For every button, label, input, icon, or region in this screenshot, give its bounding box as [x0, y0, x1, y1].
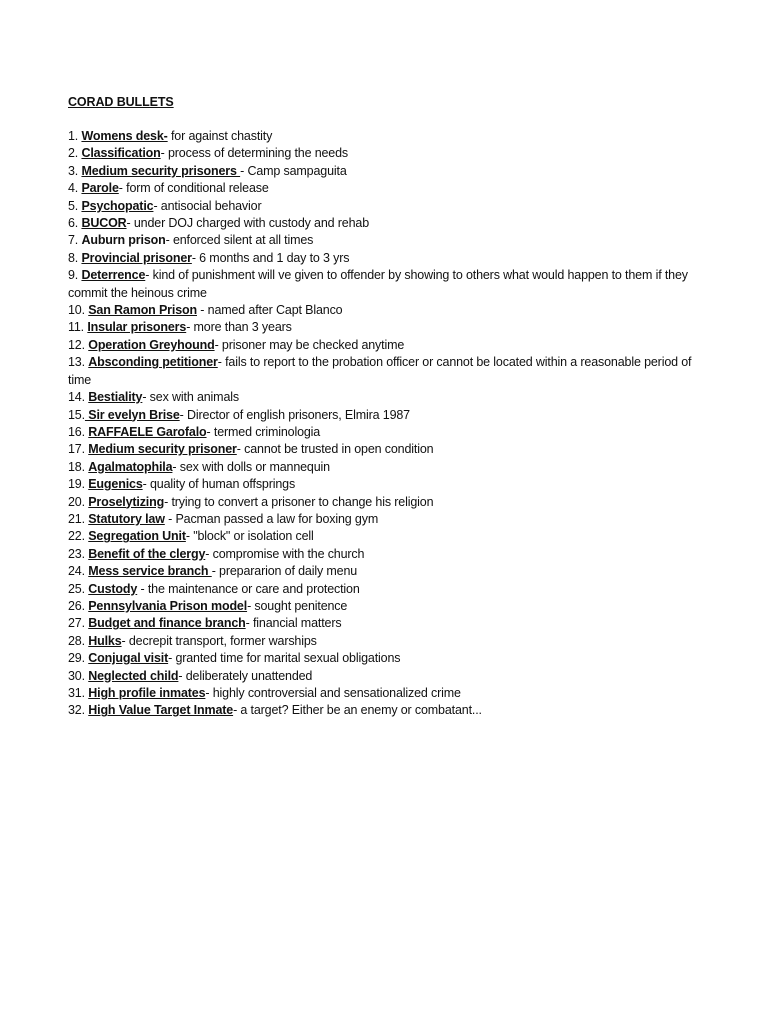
list-item [68, 459, 708, 476]
item-number: 19. [68, 477, 89, 492]
item-number: 22. [68, 529, 89, 544]
item-number: 17. [68, 442, 89, 457]
list-item [68, 215, 708, 232]
item-term: Proselytizing [88, 494, 165, 509]
item-number: 3. [68, 163, 82, 178]
item-number: 21. [68, 511, 89, 526]
item-number: 30. [68, 668, 89, 683]
list-item [68, 128, 708, 145]
item-number: 6. [68, 216, 82, 231]
item-number: 10. [68, 303, 89, 318]
document-page [68, 94, 708, 720]
item-definition: - enforced silent at all times [165, 233, 314, 248]
list-item [68, 563, 708, 580]
list-item [68, 250, 708, 267]
item-term: BUCOR [81, 216, 127, 231]
item-term: Neglected child [88, 668, 179, 683]
item-definition: - Camp sampaguita [240, 163, 347, 178]
list-item [68, 685, 708, 702]
item-number: 24. [68, 564, 89, 579]
item-number: 11. [68, 320, 88, 335]
bullet-list [68, 128, 708, 720]
item-definition: - sex with animals [142, 390, 239, 405]
list-item [68, 615, 708, 632]
item-term: Auburn prison [81, 233, 166, 248]
item-term: Benefit of the clergy [88, 546, 206, 561]
item-definition: - termed criminologia [206, 424, 321, 439]
item-number: 12. [68, 337, 89, 352]
item-number: 16. [68, 424, 89, 439]
item-term: Mess service branch [88, 564, 212, 579]
item-number: 27. [68, 616, 89, 631]
item-term: RAFFAELE Garofalo [88, 424, 207, 439]
item-definition: - decrepit transport, former warships [121, 633, 317, 648]
item-term: Psychopatic [81, 198, 154, 213]
list-item [68, 441, 708, 458]
item-definition: - antisocial behavior [153, 198, 262, 213]
item-number: 31. [68, 686, 89, 700]
item-number: 18. [68, 459, 89, 474]
item-definition: - sex with dolls or mannequin [172, 459, 330, 474]
item-definition: - prepararion of daily menu [211, 564, 358, 579]
list-item [68, 407, 708, 424]
list-item [68, 267, 708, 302]
item-term: Deterrence [81, 268, 146, 283]
item-definition: - quality of human offsprings [142, 477, 296, 492]
list-item [68, 668, 708, 685]
item-definition: - a target? Either be an enemy or combatant... [233, 703, 482, 718]
item-definition: - sought penitence [247, 598, 348, 613]
item-term: Womens desk- [81, 129, 168, 143]
item-term: Hulks [88, 633, 122, 648]
item-number: 26. [68, 598, 89, 613]
list-item [68, 232, 708, 249]
item-definition: - Pacman passed a law for boxing gym [164, 511, 379, 526]
item-term: Operation Greyhound [88, 337, 215, 352]
item-number: 1. [68, 129, 82, 143]
list-item [68, 511, 708, 528]
item-number: 5. [68, 198, 82, 213]
list-item [68, 319, 708, 336]
item-number: 23. [68, 546, 89, 561]
item-definition: - compromise with the church [205, 546, 365, 561]
item-term: Conjugal visit [88, 651, 169, 666]
item-term: Insular prisoners [87, 320, 187, 335]
item-term: High Value Target Inmate [88, 703, 234, 718]
item-definition: - trying to convert a prisoner to change his religion [164, 494, 434, 509]
list-item [68, 650, 708, 667]
item-term: Parole [81, 181, 119, 196]
item-term: Bestiality [88, 390, 143, 405]
list-item [68, 494, 708, 511]
list-item [68, 145, 708, 162]
list-item [68, 163, 708, 180]
item-definition: - cannot be trusted in open condition [236, 442, 434, 457]
item-number: 29. [68, 651, 89, 666]
item-definition: - the maintenance or care and protection [137, 581, 360, 596]
item-definition: - Director of english prisoners, Elmira 1987 [179, 407, 410, 422]
item-definition: for against chastity [167, 129, 273, 143]
list-item [68, 702, 708, 719]
item-term: Segregation Unit [88, 529, 186, 544]
list-item [68, 598, 708, 615]
list-item [68, 528, 708, 545]
item-term: Budget and finance branch [88, 616, 246, 631]
item-term: Provincial prisoner [81, 250, 192, 265]
item-definition: - fails to report to the probation officer or cannot be located within a reasonable period of time [68, 355, 692, 387]
list-item [68, 476, 708, 493]
document-title: CORAD BULLETS [68, 95, 174, 109]
item-definition: - more than 3 years [186, 320, 292, 335]
item-definition: - named after Capt Blanco [196, 303, 343, 318]
item-definition: - highly controversial and sensationalized crime [205, 686, 461, 700]
list-item [68, 581, 708, 598]
item-number: 32. [68, 703, 89, 718]
item-term: Medium security prisoners [81, 163, 241, 178]
item-term: Statutory law [88, 511, 165, 526]
list-item [68, 424, 708, 441]
item-term: Agalmatophila [88, 459, 173, 474]
item-term: Pennsylvania Prison model [88, 598, 248, 613]
item-number: 8. [68, 250, 82, 265]
item-definition: - prisoner may be checked anytime [214, 337, 405, 352]
item-definition: - 6 months and 1 day to 3 yrs [191, 250, 350, 265]
item-term: San Ramon Prison [88, 303, 197, 318]
item-definition: - form of conditional release [118, 181, 269, 196]
item-term: Medium security prisoner [88, 442, 237, 457]
list-item [68, 354, 708, 389]
item-number: 9. [68, 268, 82, 283]
item-definition: - financial matters [245, 616, 342, 631]
item-number: 20. [68, 494, 89, 509]
item-definition: - "block" or isolation cell [185, 529, 314, 544]
list-item [68, 180, 708, 197]
item-number: 28. [68, 633, 89, 648]
list-item [68, 198, 708, 215]
item-number: 4. [68, 181, 82, 196]
item-term: Sir evelyn Brise [84, 407, 180, 422]
list-item [68, 337, 708, 354]
list-item [68, 389, 708, 406]
item-number: 25. [68, 581, 89, 596]
item-number: 13. [68, 355, 89, 370]
list-item [68, 633, 708, 650]
item-term: Absconding petitioner [88, 355, 218, 370]
item-definition: - granted time for marital sexual obligations [168, 651, 401, 666]
item-term: Classification [81, 146, 161, 161]
item-definition: - under DOJ charged with custody and rehab [126, 216, 369, 231]
list-item [68, 302, 708, 319]
item-number: 7. [68, 233, 82, 248]
item-term: High profile inmates [88, 686, 206, 700]
item-definition: - kind of punishment will ve given to offender by showing to others what would happen to them if they commit the heinous crime [68, 268, 688, 300]
item-number: 14. [68, 390, 89, 405]
item-number: 2. [68, 146, 82, 161]
item-definition: - deliberately unattended [178, 668, 313, 683]
list-item [68, 546, 708, 563]
item-term: Custody [88, 581, 138, 596]
item-definition: - process of determining the needs [160, 146, 349, 161]
item-number: 15. [68, 407, 85, 422]
item-term: Eugenics [88, 477, 143, 492]
